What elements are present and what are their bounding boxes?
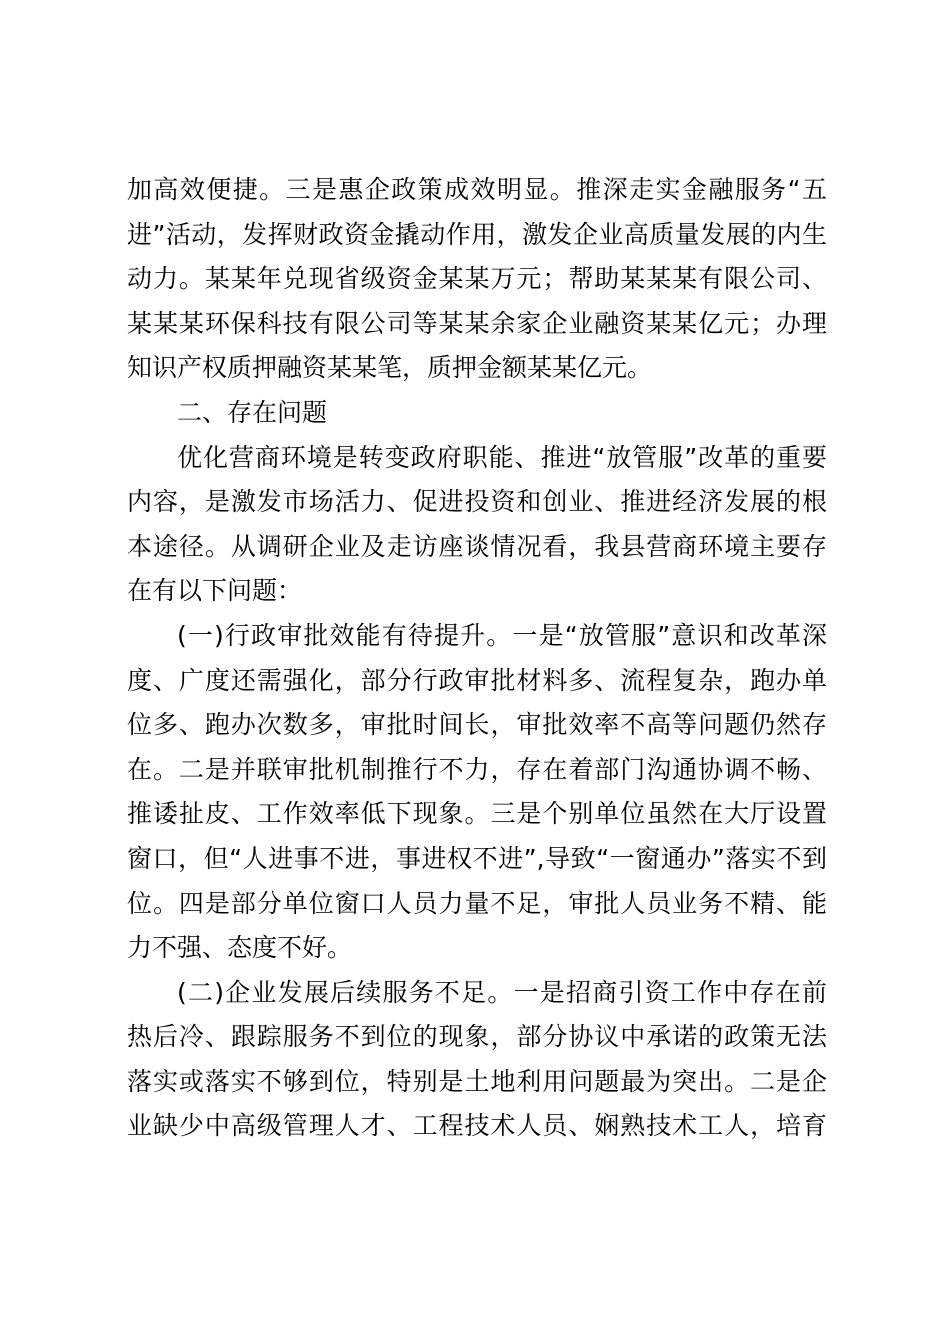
text-line: 位。四是部分单位窗口人员力量不足，审批人员业务不精、能 [127, 888, 827, 918]
text-line: (二)企业发展后续服务不足。一是招商引资工作中存在前 [177, 977, 827, 1007]
text-line: 在有以下问题： [127, 576, 303, 606]
text-line: 落实或落实不够到位，特别是土地利用问题最为突出。二是企 [127, 1066, 827, 1096]
text-line: 某某某环保科技有限公司等某某余家企业融资某某亿元；办理 [127, 308, 827, 338]
text-line: 度、广度还需强化，部分行政审批材料多、流程复杂，跑办单 [127, 665, 827, 695]
text-line: 位多、跑办次数多，审批时间长，审批效率不高等问题仍然存 [127, 710, 827, 740]
document-body [127, 168, 827, 1149]
text-line: 动力。某某年兑现省级资金某某万元；帮助某某某有限公司、 [127, 264, 827, 294]
text-line: 窗口，但“人进事不进，事进权不进”,导致“一窗通办”落实不到 [127, 843, 827, 873]
text-line: 二、存在问题 [177, 397, 328, 427]
text-line: 知识产权质押融资某某笔，质押金额某某亿元。 [127, 353, 653, 383]
text-line: 内容，是激发市场活力、促进投资和创业、推进经济发展的根 [127, 487, 827, 517]
text-line: 本途径。从调研企业及走访座谈情况看，我县营商环境主要存 [127, 531, 827, 561]
text-line: 在。二是并联审批机制推行不力，存在着部门沟通协调不畅、 [127, 754, 827, 784]
text-line: 加高效便捷。三是惠企政策成效明显。推深走实金融服务“五 [127, 175, 827, 204]
text-line: (一)行政审批效能有待提升。一是“放管服”意识和改革深 [177, 620, 827, 650]
text-line: 力不强、态度不好。 [127, 933, 353, 963]
text-line: 推诿扯皮、工作效率低下现象。三是个别单位虽然在大厅设置 [127, 799, 827, 829]
text-line: 业缺少中高级管理人才、工程技术人员、娴熟技术工人，培育 [127, 1111, 827, 1141]
text-line: 热后冷、跟踪服务不到位的现象，部分协议中承诺的政策无法 [127, 1022, 827, 1052]
text-line: 进”活动，发挥财政资金撬动作用，激发企业高质量发展的内生 [127, 219, 827, 249]
text-line: 优化营商环境是转变政府职能、推进“放管服”改革的重要 [177, 442, 827, 472]
